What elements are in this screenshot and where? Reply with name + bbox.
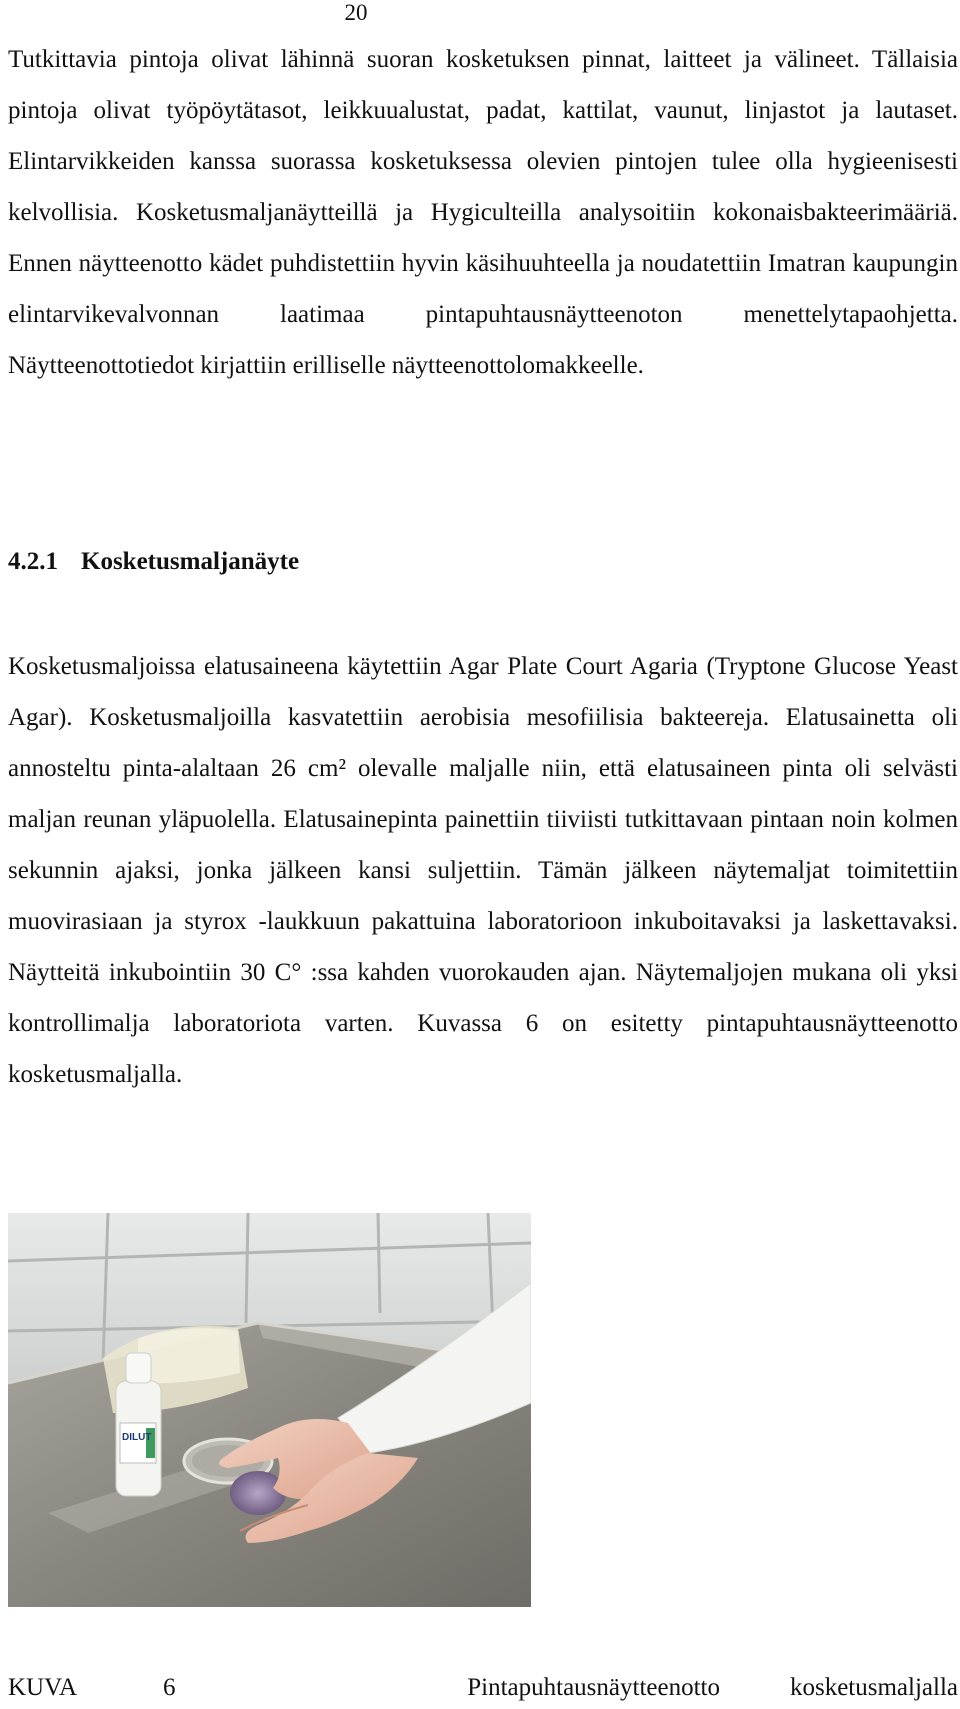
caption-number: 6 <box>163 1674 176 1701</box>
photo-illustration <box>8 1213 531 1607</box>
bottle-label-text: DILUT <box>122 1432 152 1443</box>
page-number: 20 <box>344 0 368 25</box>
paragraph-method: Kosketusmaljoissa elatusaineena käytettiin Agar Plate Court Agaria (Tryptone Glucose Yeast Agar). Kosketusmaljoilla kasvatettiin aerobisia mesofiilisia bakteereja. Elatusainetta oli annosteltu pinta-alaltaan 26 cm² olevalle maljalle niin, että elatusaineen pinta oli selvästi maljan reunan yläpuolella. Elatusainepinta painettiin tiiviisti tutkittavaan pintaan noin kolmen sekunnin ajaksi, jonka jälkeen kansi suljettiin. Tämän jälkeen näytemaljat toimitettiin muovirasiaan ja styrox -laukkuun pakattuina laboratorioon inkuboitavaksi ja laskettavaksi. Näytteitä inkubointiin 30 C° :ssa kahden vuorokauden ajan. Näytemaljojen mukana oli yksi kontrollimalja laboratoriota varten. Kuvassa 6 on esitetty pintapuhtausnäytteenotto kosketusmaljalla. <box>8 653 958 1088</box>
caption-word-2: kosketusmaljalla <box>789 1674 958 1701</box>
caption-word-1: Pintapuhtausnäytteenotto <box>467 1674 720 1701</box>
figure-caption <box>8 1672 958 1704</box>
section-title: Kosketusmaljanäyte <box>81 548 300 575</box>
section-heading <box>8 548 299 576</box>
paragraph-intro: Tutkittavia pintoja olivat lähinnä suoran kosketuksen pinnat, laitteet ja välineet. Tällaisia pintoja olivat työpöytätasot, leikkuualustat, padat, kattilat, vaunut, linjastot ja lautaset. Elintarvikkeiden kanssa suorassa kosketuksessa olevien pintojen tulee olla hygieenisesti kelvollisia. Kosketusmaljanäytteillä ja Hygiculteilla analysoitiin kokonaisbakteerimääriä. Ennen näytteenotto kädet puhdistettiin hyvin käsihuuhteella ja noudatettiin Imatran kaupungin elintarvikevalvonnan laatimaa pintapuhtausnäytteenoton menettelytapaohjetta. Näytteenottotiedot kirjattiin erilliselle näytteenottolomakkeelle. <box>8 46 958 379</box>
caption-label: KUVA <box>8 1674 77 1701</box>
section-number: 4.2.1 <box>8 548 58 575</box>
photo-contact-plate-sampling <box>8 1213 531 1607</box>
sponge <box>230 1471 286 1515</box>
